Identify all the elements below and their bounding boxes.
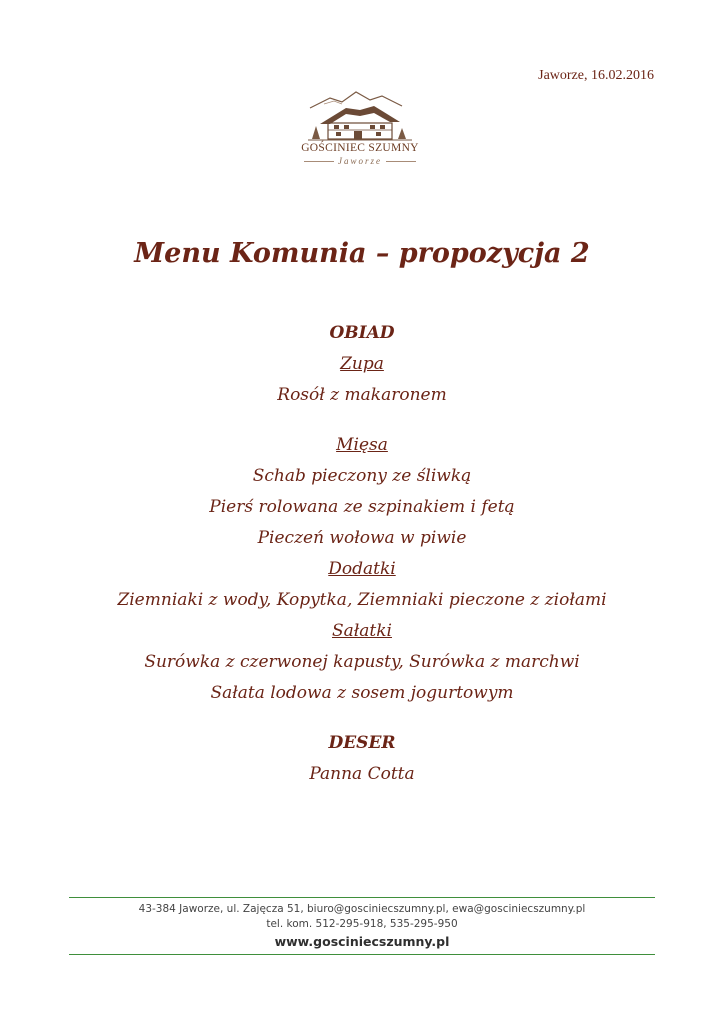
spacer — [0, 709, 724, 728]
menu-item: Rosół z makaronem — [277, 385, 447, 405]
logo-name: GOŚCINIEC SZUMNY — [301, 142, 419, 154]
document-date: Jaworze, 16.02.2016 — [538, 68, 654, 83]
mountain-lodge-icon — [290, 86, 430, 146]
logo-divider-right — [386, 161, 416, 162]
category-miesa: Mięsa — [336, 435, 388, 455]
company-logo — [290, 86, 430, 178]
footer-divider-top — [69, 897, 655, 898]
menu-item: Surówka z czerwonej kapusty, Surówka z marchwi — [144, 652, 580, 672]
menu-title: Menu Komunia – propozycja 2 — [134, 238, 590, 269]
logo-divider-left — [304, 161, 334, 162]
category-zupa: Zupa — [340, 354, 384, 374]
menu-item: Panna Cotta — [309, 764, 415, 784]
section-heading-obiad: OBIAD — [329, 323, 395, 343]
footer-address: 43-384 Jaworze, ul. Zajęcza 51, biuro@gosciniecszumny.pl, ewa@gosciniecszumny.pl — [138, 903, 586, 915]
footer — [0, 902, 724, 952]
spacer — [0, 411, 724, 430]
category-salatki: Sałatki — [332, 621, 392, 641]
menu-item: Ziemniaki z wody, Kopytka, Ziemniaki pieczone z ziołami — [117, 590, 607, 610]
section-heading-deser: DESER — [328, 733, 396, 753]
footer-phone: tel. kom. 512-295-918, 535-295-950 — [266, 918, 458, 930]
menu-item: Pieczeń wołowa w piwie — [257, 528, 467, 548]
menu-item: Schab pieczony ze śliwką — [252, 466, 472, 486]
category-dodatki: Dodatki — [328, 559, 396, 579]
menu-item: Pierś rolowana ze szpinakiem i fetą — [209, 497, 515, 517]
footer-divider-bottom — [69, 954, 655, 955]
logo-subtitle: Jaworze — [338, 156, 382, 166]
menu-item: Sałata lodowa z sosem jogurtowym — [210, 683, 514, 703]
footer-website-link[interactable]: www.gosciniecszumny.pl — [274, 934, 450, 949]
logo-subtitle-row — [290, 156, 430, 166]
menu-body — [0, 318, 724, 790]
